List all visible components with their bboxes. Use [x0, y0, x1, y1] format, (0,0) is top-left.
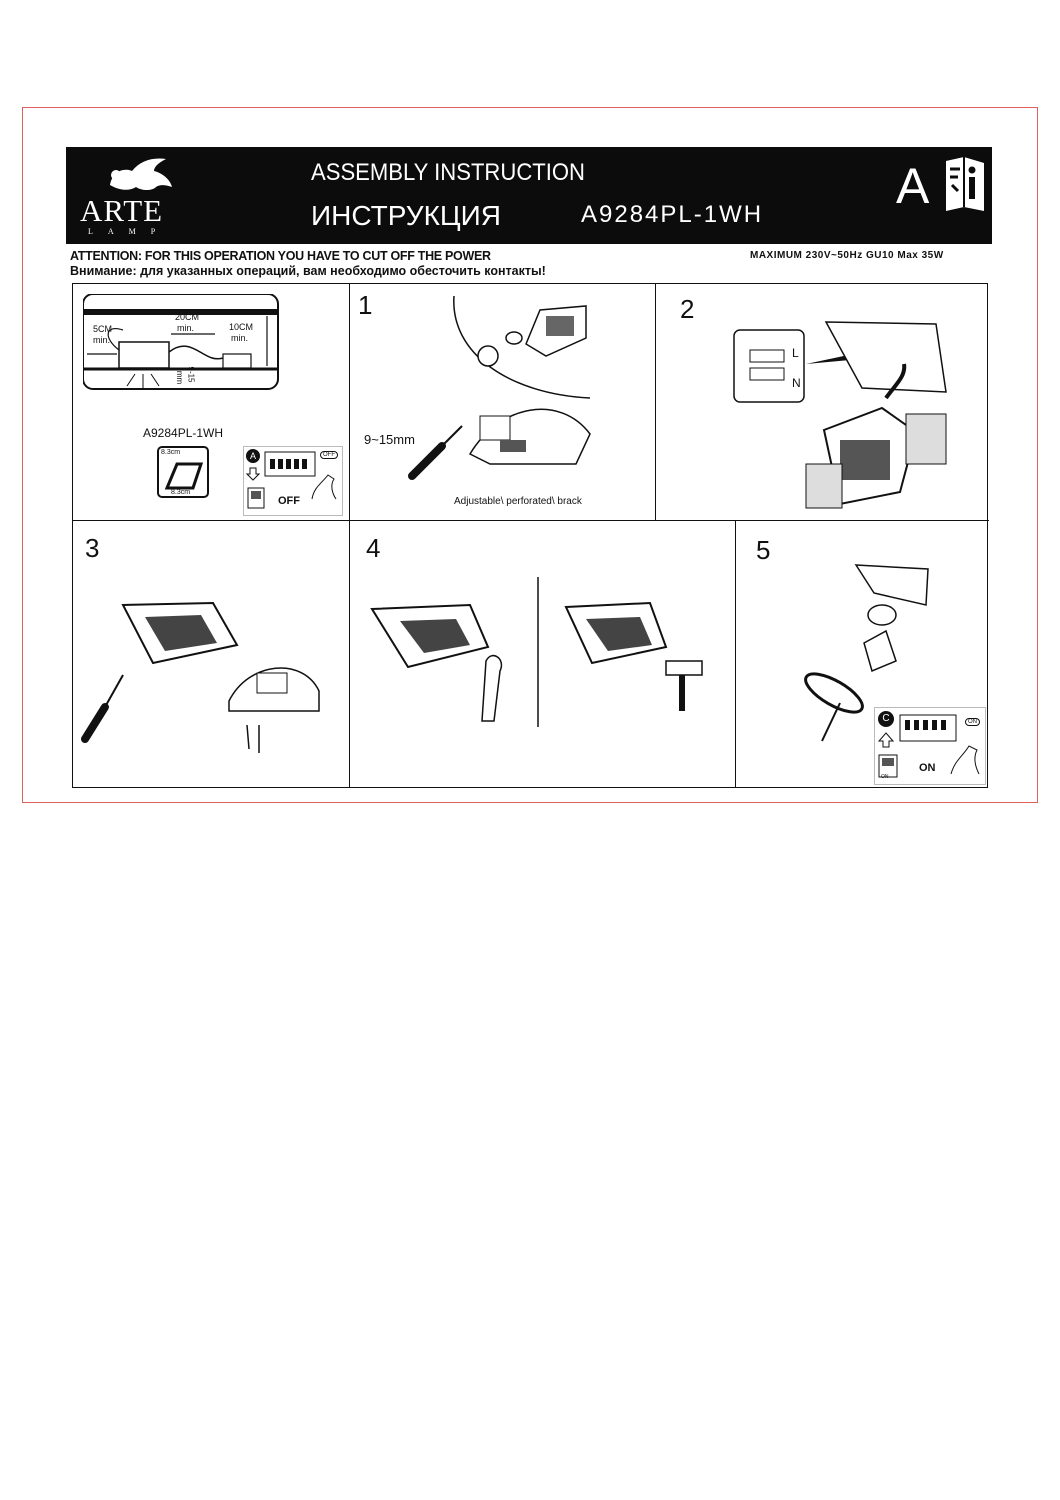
- power-spec: MAXIMUM 230V~50Hz GU10 Max 35W: [750, 250, 944, 261]
- logo-subtitle: LAMP: [88, 227, 171, 236]
- bracket-mounting-illustration: [350, 294, 650, 494]
- dim-5cm: 5CM: [93, 324, 113, 334]
- arrow-up-icon: [878, 732, 894, 748]
- title-english: ASSEMBLY INSTRUCTION: [311, 159, 586, 186]
- step-a-badge: A: [246, 449, 260, 463]
- document-letter: A: [896, 158, 930, 214]
- dim-9-15-mm: mm: [175, 370, 185, 385]
- logo-wordmark: ARTE: [80, 193, 164, 228]
- step-number: 4: [366, 533, 381, 563]
- header-banner: [66, 147, 992, 244]
- dim-5cm-min: min.: [93, 335, 111, 345]
- hand-switch-icon: [947, 742, 981, 776]
- title-russian: ИНСТРУКЦИЯ: [311, 200, 501, 231]
- attention-russian: Внимание: для указанных операций, вам необходимо обесточить контакты!: [70, 264, 546, 278]
- panel-step-5: [736, 521, 989, 787]
- dim-10cm: 10CM: [229, 322, 254, 332]
- off-label: OFF: [278, 495, 300, 507]
- step-c-badge: C: [878, 711, 894, 727]
- on-tag-label: ON: [881, 774, 889, 780]
- neutral-wire-label: N: [792, 376, 801, 390]
- panel-model-number: A9284PL-1WH: [143, 426, 224, 440]
- step-number: 1: [358, 290, 373, 320]
- arrow-down-icon: [246, 467, 260, 481]
- model-number: A9284PL-1WH: [581, 201, 764, 228]
- dim-20cm-min: min.: [177, 323, 195, 333]
- panel-step-1: [350, 284, 656, 521]
- off-small-label: OFF: [320, 451, 338, 459]
- hand-switch-icon: [308, 471, 338, 501]
- power-off-box: [243, 446, 343, 516]
- panel-step-3: [73, 521, 350, 787]
- dim-9-15: 9-15: [186, 366, 196, 383]
- panel-step-4: [350, 521, 736, 787]
- dim-20cm: 20CM: [175, 312, 200, 322]
- wiring-illustration: [656, 284, 986, 514]
- dim-10cm-min: min.: [231, 333, 249, 343]
- live-wire-label: L: [792, 346, 799, 360]
- step-number: 2: [680, 294, 695, 324]
- cutout-width: 8.3cm: [171, 489, 191, 496]
- panel-step-2: [656, 284, 989, 521]
- power-on-box: [874, 707, 986, 785]
- panel-requirements: [73, 284, 350, 521]
- depth-label: 9~15mm: [364, 432, 415, 447]
- on-label: ON: [919, 762, 936, 774]
- frame-install-illustration: [73, 521, 350, 787]
- instruction-grid: [72, 283, 988, 788]
- attention-english: ATTENTION: FOR THIS OPERATION YOU HAVE TO CUT OFF THE POWER: [70, 249, 491, 263]
- on-small-label: ON: [965, 718, 980, 726]
- painting-illustration: [350, 521, 736, 787]
- breaker-switch-icon: [899, 714, 961, 742]
- switch-panel-icon: [247, 487, 265, 509]
- step-number: 3: [85, 533, 100, 563]
- info-book-icon: [944, 155, 986, 213]
- cutout-height: 8.3cm: [161, 449, 181, 456]
- bracket-caption: Adjustable\ perforated\ brack: [454, 496, 582, 507]
- step-number: 5: [756, 535, 771, 565]
